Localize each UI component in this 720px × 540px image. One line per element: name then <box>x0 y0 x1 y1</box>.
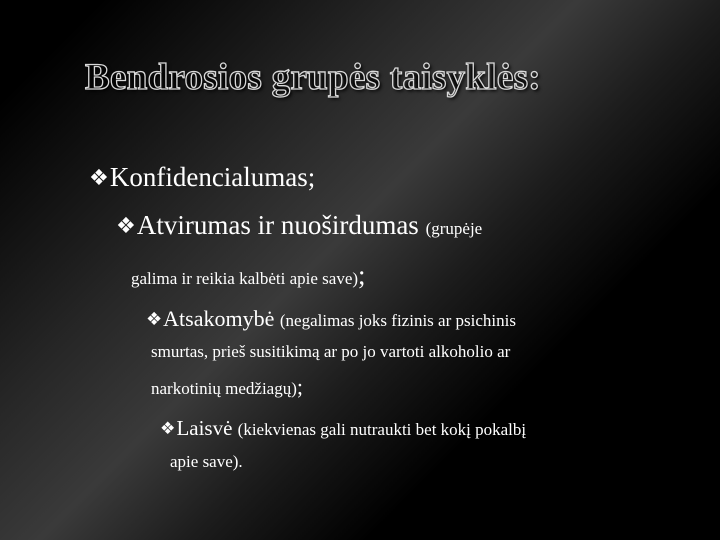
item-detail-cont-text: apie save). <box>170 452 243 471</box>
diamond-bullet-icon: ❖ <box>89 165 109 191</box>
item-main-text: Atvirumas ir nuoširdumas <box>136 210 426 240</box>
item-main-text: Konfidencialumas <box>109 162 308 192</box>
bullet-item-konfidencialumas <box>89 162 315 193</box>
diamond-bullet-icon: ❖ <box>160 419 176 439</box>
diamond-bullet-icon: ❖ <box>146 309 163 330</box>
diamond-bullet-icon: ❖ <box>116 213 136 239</box>
item-detail-continuation <box>151 342 510 362</box>
item-detail-cont-text: smurtas, prieš susitikimą ar po jo vartoti alkoholio ar <box>151 342 511 361</box>
item-detail-text: (grupėje <box>425 219 483 238</box>
bullet-item-atsakomybe <box>146 306 516 332</box>
item-main-text: Laisvė <box>176 416 238 440</box>
item-trail-text: ; <box>358 260 366 290</box>
bullet-item-atvirumas <box>116 210 482 241</box>
item-detail-text: (kiekvienas gali nutraukti bet kokį pokalbį <box>237 420 527 439</box>
item-main-text: Atsakomybė <box>163 306 280 331</box>
slide-title: Bendrosios grupės taisyklės: <box>85 57 541 98</box>
item-detail-continuation <box>131 260 366 291</box>
item-detail-cont-text: narkotinių medžiagų) <box>151 379 297 398</box>
item-trail-text: ; <box>296 374 303 399</box>
item-detail-continuation <box>170 452 243 472</box>
item-detail-text: (negalimas joks fizinis ar psichinis <box>279 311 516 330</box>
item-detail-cont-text: galima ir reikia kalbėti apie save) <box>131 269 359 288</box>
item-detail-continuation <box>151 374 303 400</box>
bullet-item-laisve <box>160 416 526 441</box>
item-trail-text: ; <box>307 162 316 192</box>
